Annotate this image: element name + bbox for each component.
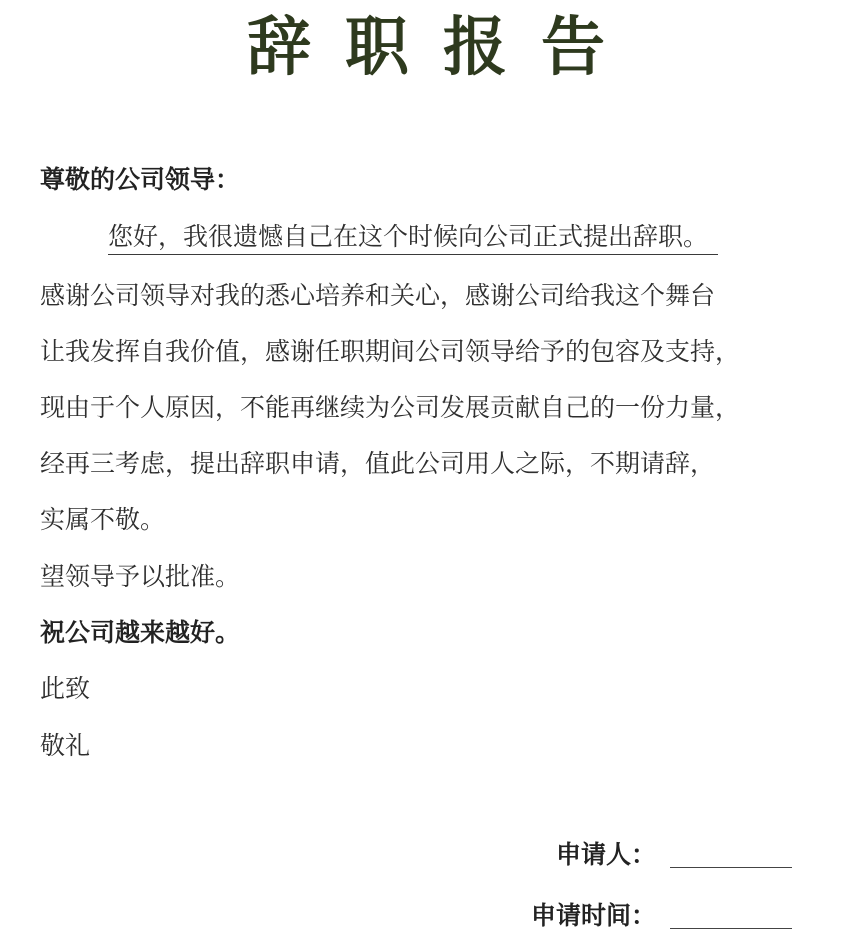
closing-cizhi: 此致: [40, 674, 91, 703]
body-line: 经再三考虑，提出辞职申请，值此公司用人之际，不期请辞，: [40, 449, 716, 478]
opening-sentence: 您好，我很遗憾自己在这个时候向公司正式提出辞职。: [108, 220, 718, 255]
salutation: 尊敬的公司领导：: [40, 165, 241, 194]
applicant-signature-row: [556, 832, 792, 872]
application-date-blank[interactable]: [670, 898, 792, 929]
body-line: 实属不敬。: [40, 505, 166, 534]
closing-jingli: 敬礼: [40, 731, 91, 760]
request-approval-line: 望领导予以批准。: [40, 562, 241, 591]
date-label: 申请时间：: [530, 901, 656, 930]
body-line: 现由于个人原因，不能再继续为公司发展贡献自己的一份力量，: [40, 393, 741, 422]
wish-line: 祝公司越来越好。: [40, 618, 241, 647]
body-line: 让我发挥自我价值，感谢任职期间公司领导给予的包容及支持，: [40, 337, 741, 366]
document-title: 辞职报告: [247, 11, 639, 85]
applicant-label: 申请人：: [555, 840, 656, 869]
body-line: 感谢公司领导对我的悉心培养和关心，感谢公司给我这个舞台: [40, 281, 716, 310]
application-date-row: [531, 893, 792, 933]
applicant-signature-blank[interactable]: [670, 837, 792, 868]
